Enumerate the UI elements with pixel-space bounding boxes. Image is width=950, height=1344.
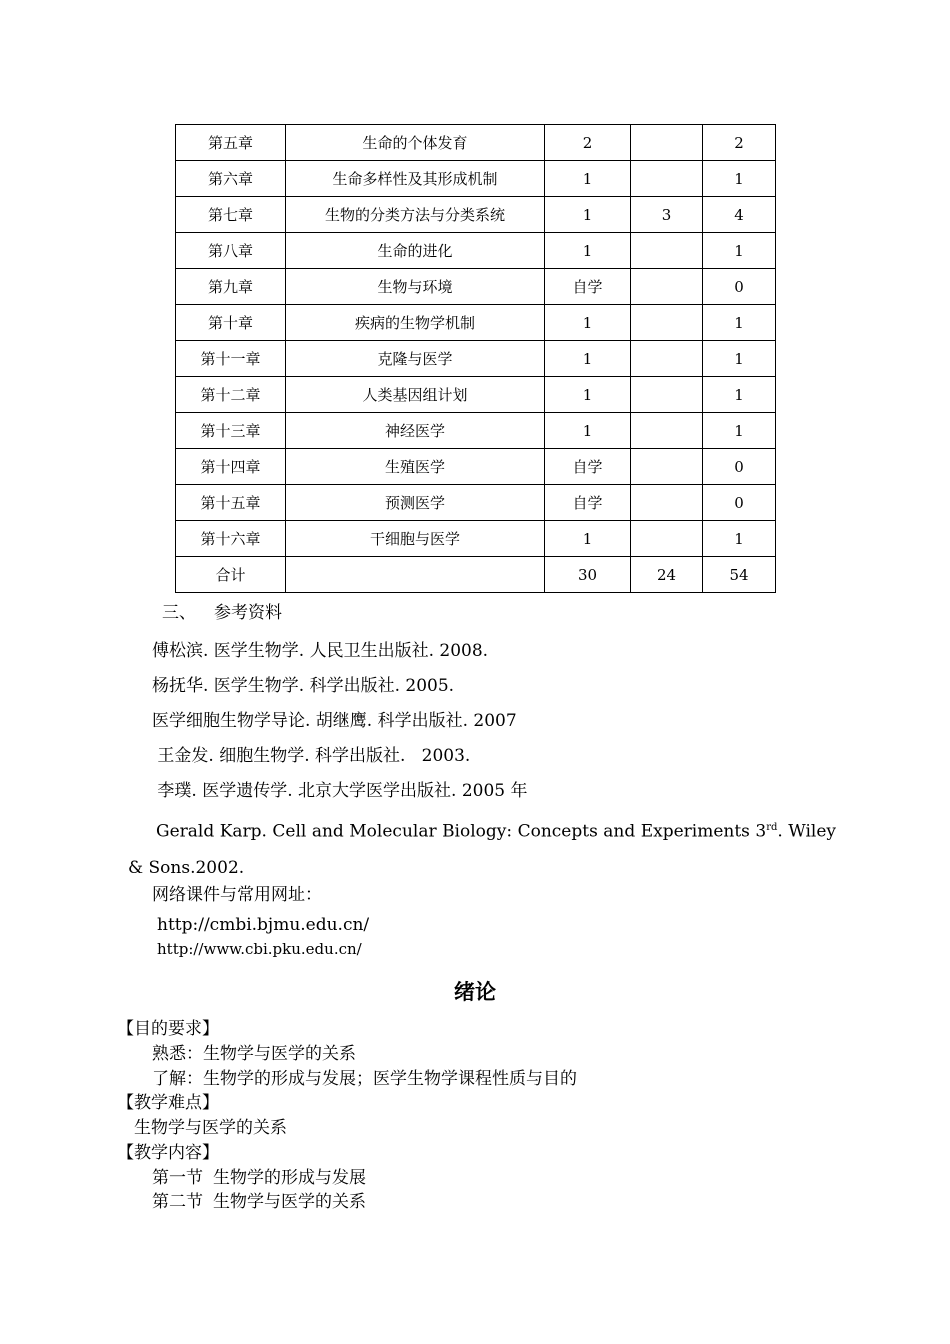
total-hours-cell: 2 (703, 125, 776, 161)
lab-hours-cell (631, 269, 703, 305)
total-hours-cell: 1 (703, 305, 776, 341)
chapter-cell: 第八章 (176, 233, 286, 269)
content-heading: 【教学内容】 (117, 1143, 219, 1163)
title-cell: 干细胞与医学 (286, 521, 545, 557)
lab-hours-cell (631, 305, 703, 341)
title-cell: 生命的进化 (286, 233, 545, 269)
reference-english-superscript: rd (766, 822, 778, 833)
table-row (176, 197, 776, 233)
reference-english-publisher: . Wiley & Sons.2002. (128, 821, 836, 878)
table-row (176, 233, 776, 269)
chapter-cell: 第十五章 (176, 485, 286, 521)
title-cell: 生殖医学 (286, 449, 545, 485)
lecture-hours-cell: 1 (545, 305, 631, 341)
content-section-2 (152, 1187, 366, 1212)
title-cell: 生物的分类方法与分类系统 (286, 197, 545, 233)
lab-hours-cell (631, 125, 703, 161)
lecture-hours-cell: 自学 (545, 485, 631, 521)
lab-hours-cell: 24 (631, 557, 703, 593)
total-hours-cell: 1 (703, 377, 776, 413)
lecture-hours-cell: 30 (545, 557, 631, 593)
lecture-hours-cell: 1 (545, 233, 631, 269)
reference-item: 李璞. 医学遗传学. 北京大学医学出版社. 2005 年 (152, 781, 528, 801)
total-hours-cell: 1 (703, 413, 776, 449)
lab-hours-cell (631, 341, 703, 377)
lecture-hours-cell: 1 (545, 197, 631, 233)
table-row (176, 449, 776, 485)
reference-item: 杨抚华. 医学生物学. 科学出版社. 2005. (152, 676, 455, 696)
total-hours-cell: 1 (703, 341, 776, 377)
table-row (176, 557, 776, 593)
chapter-cell: 第十一章 (176, 341, 286, 377)
url-link-cbi[interactable]: http://www.cbi.pku.edu.cn/ (157, 940, 362, 958)
chapter-cell: 第六章 (176, 161, 286, 197)
web-resources-label: 网络课件与常用网址： (152, 885, 322, 905)
url-link-cmbi[interactable]: http://cmbi.bjmu.edu.cn/ (157, 915, 370, 935)
course-hours-table (175, 124, 776, 593)
chapter-cell: 第十二章 (176, 377, 286, 413)
lab-hours-cell: 3 (631, 197, 703, 233)
lecture-hours-cell: 自学 (545, 449, 631, 485)
chapter-cell: 第十六章 (176, 521, 286, 557)
chapter-title: 绪论 (454, 980, 496, 1004)
goal-familiar: 熟悉：生物学与医学的关系 (152, 1044, 356, 1064)
table-row (176, 341, 776, 377)
title-cell: 生命的个体发育 (286, 125, 545, 161)
lab-hours-cell (631, 521, 703, 557)
section-number: 第二节 (152, 1192, 203, 1212)
reference-item: 医学细胞生物学导论. 胡继鹰. 科学出版社. 2007 (152, 711, 517, 731)
reference-item: 王金发. 细胞生物学. 科学出版社. 2003. (152, 746, 471, 766)
lab-hours-cell (631, 449, 703, 485)
goal-understand: 了解：生物学的形成与发展；医学生物学课程性质与目的 (152, 1069, 577, 1089)
goals-heading: 【目的要求】 (117, 1019, 219, 1039)
chapter-cell: 第五章 (176, 125, 286, 161)
total-hours-cell: 1 (703, 521, 776, 557)
total-hours-cell: 1 (703, 233, 776, 269)
references-heading (162, 598, 282, 623)
table-row (176, 521, 776, 557)
reference-item-english (128, 810, 836, 886)
title-cell: 生命多样性及其形成机制 (286, 161, 545, 197)
references-heading-number: 三、 (162, 603, 196, 623)
total-hours-cell: 0 (703, 269, 776, 305)
lecture-hours-cell: 自学 (545, 269, 631, 305)
table-row (176, 125, 776, 161)
lecture-hours-cell: 1 (545, 341, 631, 377)
reference-english-text: Gerald Karp. Cell and Molecular Biology: Concepts and Experiments 3 (156, 821, 767, 842)
chapter-cell: 第九章 (176, 269, 286, 305)
difficulty-heading: 【教学难点】 (117, 1093, 219, 1113)
title-cell: 人类基因组计划 (286, 377, 545, 413)
references-heading-label: 参考资料 (214, 603, 282, 623)
table-row (176, 413, 776, 449)
chapter-cell: 第十三章 (176, 413, 286, 449)
table-row (176, 161, 776, 197)
chapter-cell: 第十章 (176, 305, 286, 341)
title-cell: 生物与环境 (286, 269, 545, 305)
table-row (176, 269, 776, 305)
lab-hours-cell (631, 377, 703, 413)
content-section-1 (152, 1163, 366, 1188)
lab-hours-cell (631, 413, 703, 449)
lecture-hours-cell: 1 (545, 413, 631, 449)
total-hours-cell: 1 (703, 161, 776, 197)
title-cell (286, 557, 545, 593)
difficulty-text: 生物学与医学的关系 (134, 1118, 287, 1138)
lab-hours-cell (631, 161, 703, 197)
title-cell: 预测医学 (286, 485, 545, 521)
section-title: 生物学的形成与发展 (213, 1168, 366, 1188)
lab-hours-cell (631, 485, 703, 521)
lecture-hours-cell: 2 (545, 125, 631, 161)
lecture-hours-cell: 1 (545, 521, 631, 557)
total-hours-cell: 4 (703, 197, 776, 233)
title-cell: 克隆与医学 (286, 341, 545, 377)
section-number: 第一节 (152, 1168, 203, 1188)
section-title: 生物学与医学的关系 (213, 1192, 366, 1212)
course-hours-table-body (176, 125, 776, 593)
title-cell: 疾病的生物学机制 (286, 305, 545, 341)
lab-hours-cell (631, 233, 703, 269)
total-hours-cell: 0 (703, 449, 776, 485)
chapter-cell: 第七章 (176, 197, 286, 233)
table-row (176, 305, 776, 341)
lecture-hours-cell: 1 (545, 161, 631, 197)
total-hours-cell: 0 (703, 485, 776, 521)
total-hours-cell: 54 (703, 557, 776, 593)
title-cell: 神经医学 (286, 413, 545, 449)
table-row (176, 377, 776, 413)
chapter-cell: 合计 (176, 557, 286, 593)
table-row (176, 485, 776, 521)
chapter-cell: 第十四章 (176, 449, 286, 485)
reference-item: 傅松滨. 医学生物学. 人民卫生出版社. 2008. (152, 641, 489, 661)
lecture-hours-cell: 1 (545, 377, 631, 413)
